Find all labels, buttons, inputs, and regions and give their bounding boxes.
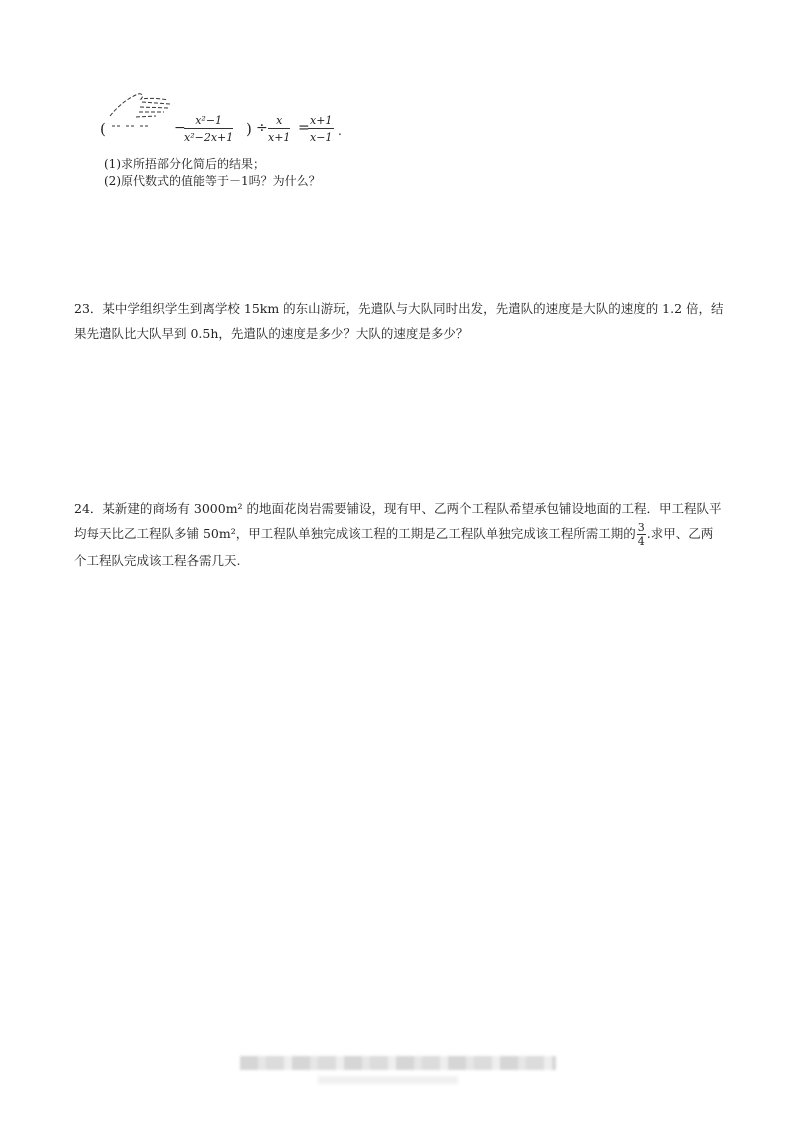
question-23-text: 23．某中学组织学生到离学校 15km 的东山游玩，先遣队与大队同时出发，先遣队的速度是大队的速度的 1.2 倍，结果先遣队比大队早到 0.5h，先遣队的速度是多少？大队的速度是多少？	[74, 301, 724, 341]
close-paren: )	[246, 120, 252, 138]
equation-period: .	[338, 124, 342, 138]
blurred-footer-subline	[318, 1076, 458, 1084]
fraction-1-denominator: x²−2x+1	[184, 131, 234, 144]
question-24	[74, 496, 724, 573]
covering-hand-icon	[106, 92, 176, 138]
fraction-2-denominator: x+1	[268, 131, 291, 144]
question-22-part-1: (1)求所捂部分化简后的结果；	[104, 157, 265, 171]
blurred-footer-watermark	[240, 1056, 556, 1070]
fraction-1-numerator: x²−1	[184, 114, 233, 129]
divide-sign: ÷	[256, 120, 268, 136]
fraction-1	[184, 114, 233, 144]
fraction-numerator: 3	[637, 521, 645, 534]
equals-sign: =	[298, 120, 310, 136]
fraction-2	[268, 114, 290, 144]
question-24-text-b: .求甲、乙两个工程队完成该工程各需几天.	[74, 526, 714, 568]
minus-sign: −	[174, 120, 186, 136]
fraction-denominator: 4	[637, 535, 645, 548]
fraction-3-denominator: x−1	[310, 131, 333, 144]
equation-22	[100, 108, 360, 156]
fraction-2-numerator: x	[268, 114, 290, 129]
open-paren: (	[100, 120, 106, 138]
question-24-text-a: 24．某新建的商场有 3000m² 的地面花岗岩需要铺设，现有甲、乙两个工程队希望承包铺设地面的工程．甲工程队平均每天比乙工程队多铺 50m²，甲工程队单独完成该工程的工期是乙工程队单独完成该工程所需工期的	[74, 501, 722, 541]
question-23	[74, 296, 724, 346]
question-22-part-2: (2)原代数式的值能等于－1吗？为什么？	[104, 174, 321, 188]
fraction-3	[308, 114, 334, 144]
question-24-paragraph	[74, 496, 724, 573]
three-quarters-fraction	[637, 521, 646, 548]
fraction-3-numerator: x+1	[310, 114, 333, 127]
